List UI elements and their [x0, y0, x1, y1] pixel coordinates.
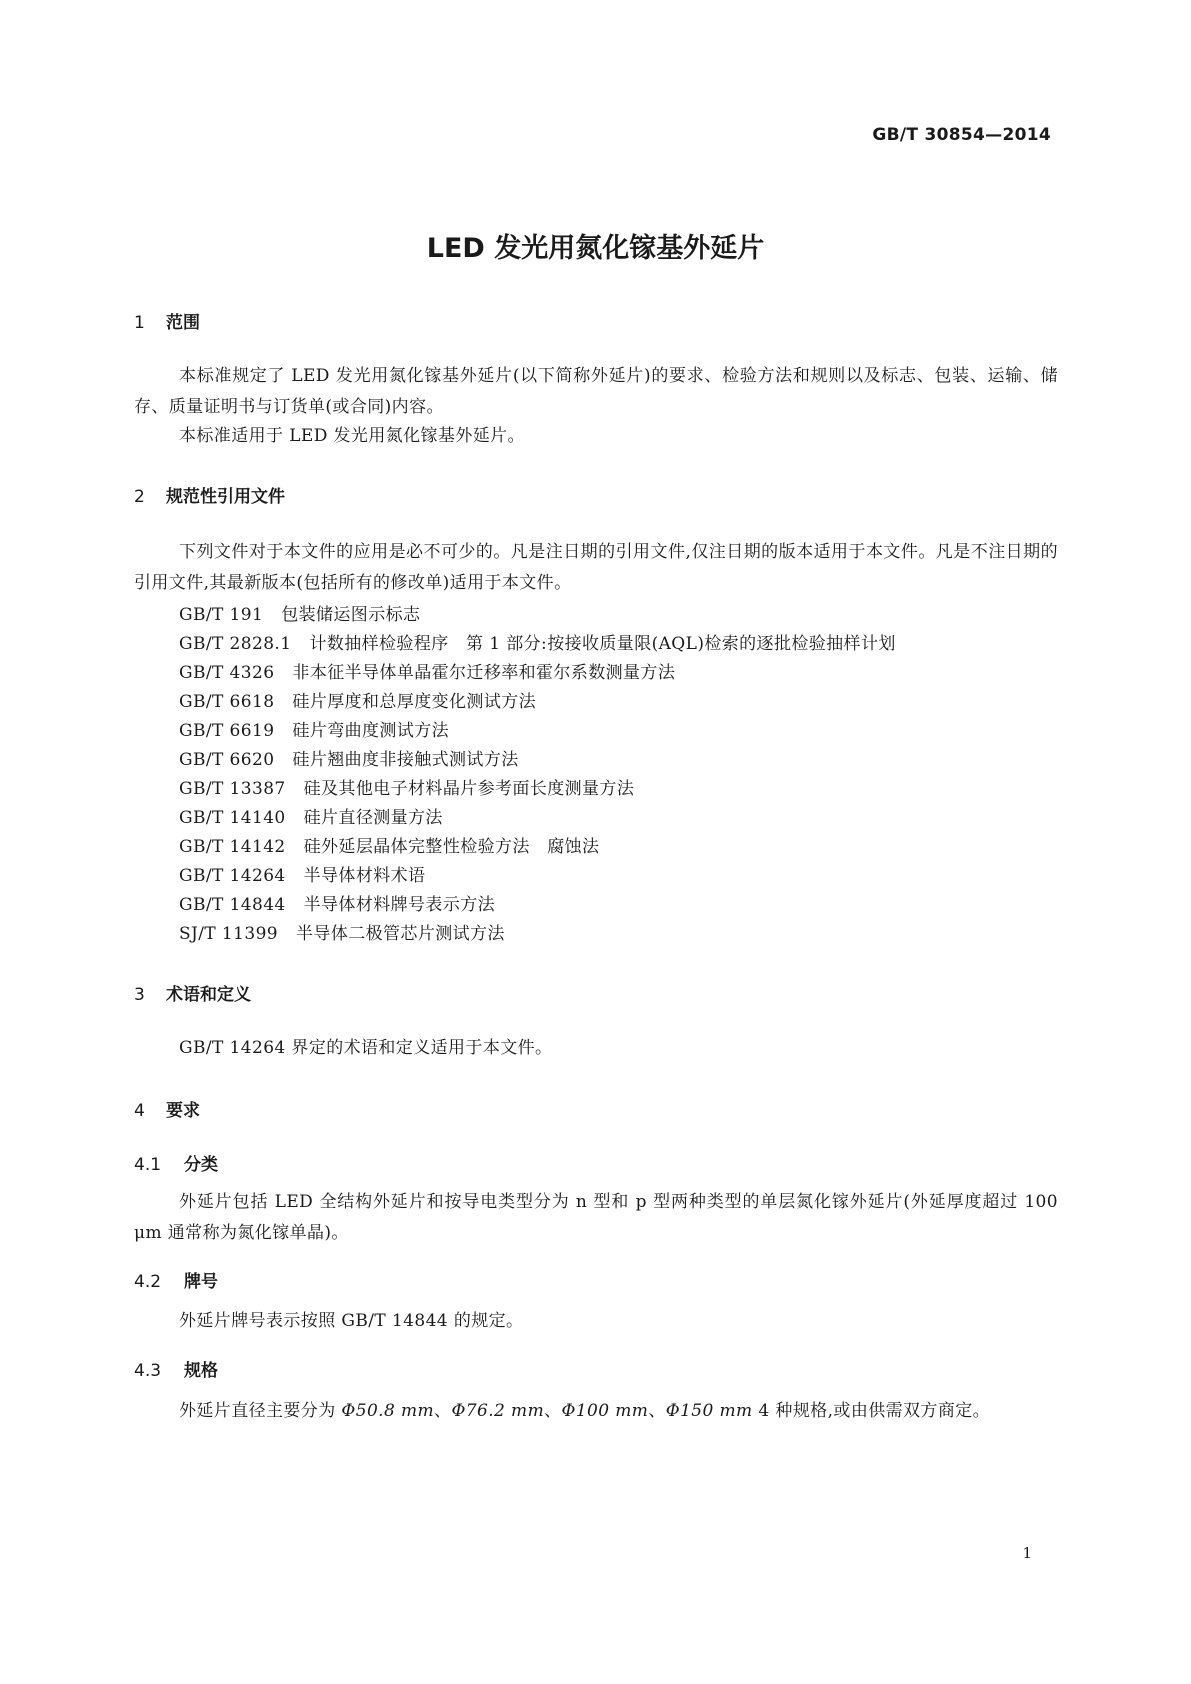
- section-title: 术语和定义: [166, 985, 251, 1005]
- section-3-paragraph-1: GB/T 14264 界定的术语和定义适用于本文件。: [179, 1038, 553, 1058]
- reference-title: 半导体材料牌号表示方法: [303, 895, 496, 915]
- section-1-paragraph-2: 本标准适用于 LED 发光用氮化镓基外延片。: [179, 426, 525, 446]
- reference-title: 硅及其他电子材料晶片参考面长度测量方法: [303, 779, 635, 799]
- section-2-heading: [134, 482, 285, 507]
- document-title: LED 发光用氮化镓基外延片: [426, 233, 765, 264]
- standard-code: GB/T 30854—2014: [872, 125, 1051, 145]
- section-title: 规范性引用文件: [166, 487, 285, 507]
- separator: 、: [648, 1401, 666, 1421]
- separator: 、: [544, 1401, 562, 1421]
- section-4-heading: [134, 1096, 200, 1121]
- section-4-2-paragraph-1: 外延片牌号表示按照 GB/T 14844 的规定。: [179, 1311, 524, 1331]
- diameter-76-2: Φ76.2 mm: [451, 1401, 545, 1421]
- reference-title: 硅外延层晶体完整性检验方法 腐蚀法: [303, 837, 600, 857]
- section-number: 3: [134, 985, 145, 1005]
- section-number: 4.2: [134, 1272, 162, 1292]
- reference-code: GB/T 6619: [179, 721, 275, 741]
- reference-code: GB/T 6620: [179, 750, 275, 770]
- reference-title: 硅片厚度和总厚度变化测试方法: [292, 692, 537, 712]
- section-title: 规格: [184, 1361, 218, 1381]
- reference-item: [179, 774, 634, 799]
- reference-code: GB/T 14142: [179, 837, 286, 857]
- reference-item: [179, 890, 495, 915]
- section-1-heading: [134, 308, 200, 333]
- section-number: 2: [134, 487, 145, 507]
- section-4-2-heading: [134, 1267, 218, 1292]
- section-number: 4.1: [134, 1155, 162, 1175]
- reference-code: SJ/T 11399: [179, 924, 279, 944]
- reference-code: GB/T 4326: [179, 663, 275, 683]
- reference-item: [179, 832, 599, 857]
- reference-item: [179, 629, 896, 654]
- section-number: 4: [134, 1101, 145, 1121]
- reference-title: 硅片弯曲度测试方法: [292, 721, 450, 741]
- section-1-paragraph-1: 本标准规定了 LED 发光用氮化镓基外延片(以下简称外延片)的要求、检验方法和规则以及标志、包装、运输、储存、质量证明书与订货单(或合同)内容。: [134, 366, 1058, 417]
- reference-item: [179, 745, 519, 770]
- section-number: 4.3: [134, 1361, 162, 1381]
- reference-title: 半导体材料术语: [303, 866, 426, 886]
- section-4-1-paragraph-1: 外延片包括 LED 全结构外延片和按导电类型分为 n 型和 p 型两种类型的单层氮化镓外延片(外延厚度超过 100 μm 通常称为氮化镓单晶)。: [134, 1192, 1058, 1243]
- reference-code: GB/T 2828.1: [179, 634, 292, 654]
- section-3-heading: [134, 980, 251, 1005]
- reference-code: GB/T 14140: [179, 808, 286, 828]
- reference-title: 硅片翘曲度非接触式测试方法: [292, 750, 519, 770]
- reference-title: 包装储运图示标志: [281, 605, 421, 625]
- reference-title: 半导体二极管芯片测试方法: [296, 924, 505, 944]
- diameter-50-8: Φ50.8 mm: [341, 1401, 435, 1421]
- separator: 、: [434, 1401, 452, 1421]
- section-number: 1: [134, 313, 145, 333]
- reference-title: 计数抽样检验程序 第 1 部分:按接收质量限(AQL)检索的逐批检验抽样计划: [309, 634, 896, 654]
- diameter-150: Φ150 mm: [665, 1401, 753, 1421]
- section-title: 牌号: [184, 1272, 218, 1292]
- reference-title: 非本征半导体单晶霍尔迁移率和霍尔系数测量方法: [292, 663, 676, 683]
- reference-title: 硅片直径测量方法: [303, 808, 443, 828]
- reference-code: GB/T 13387: [179, 779, 286, 799]
- section-title: 分类: [184, 1155, 218, 1175]
- reference-item: [179, 658, 675, 683]
- diameter-100: Φ100 mm: [561, 1401, 649, 1421]
- section-2-paragraph-1: 下列文件对于本文件的应用是必不可少的。凡是注日期的引用文件,仅注日期的版本适用于本文件。凡是不注日期的引用文件,其最新版本(包括所有的修改单)适用于本文件。: [134, 542, 1058, 593]
- section-4-3-heading: [134, 1356, 218, 1381]
- reference-code: GB/T 14264: [179, 866, 286, 886]
- reference-item: [179, 716, 449, 741]
- section-title: 范围: [166, 313, 200, 333]
- reference-code: GB/T 6618: [179, 692, 275, 712]
- page-number: 1: [1022, 1544, 1032, 1562]
- reference-item: [179, 803, 443, 828]
- section-4-1-heading: [134, 1150, 218, 1175]
- reference-item: [179, 600, 420, 625]
- reference-code: GB/T 14844: [179, 895, 286, 915]
- section-4-3-paragraph-1: [134, 1396, 1058, 1427]
- section-title: 要求: [166, 1101, 200, 1121]
- spec-text-tail: 4 种规格,或由供需双方商定。: [752, 1401, 991, 1421]
- reference-code: GB/T 191: [179, 605, 264, 625]
- reference-item: [179, 687, 536, 712]
- reference-item: [179, 919, 505, 944]
- reference-item: [179, 861, 425, 886]
- spec-text-lead: 外延片直径主要分为: [179, 1401, 342, 1421]
